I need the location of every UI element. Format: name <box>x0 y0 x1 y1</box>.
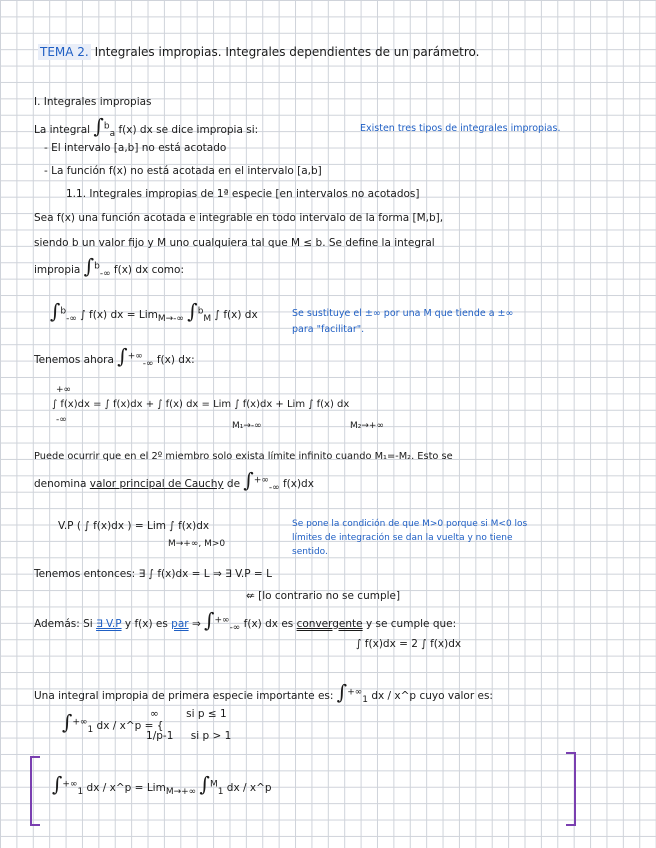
paragraph-line-3 <box>34 254 184 281</box>
integral-lower: -∞ <box>142 359 154 370</box>
bullet-function: - La función f(x) no está acotada en el intervalo [a,b] <box>44 165 322 177</box>
integral-sign: ∫ <box>52 772 63 796</box>
limit-operator: Lim <box>138 309 158 321</box>
integral-upper: +∞ <box>347 687 363 698</box>
convergente-term: convergente <box>296 618 363 630</box>
integral-sign: ∫ <box>62 710 73 734</box>
lhs-integral: ∫ f(x) dx <box>80 309 124 321</box>
tail-text: cuyo valor es: <box>419 690 493 702</box>
definition-text-a: La integral <box>34 124 91 136</box>
como-text: como: <box>151 264 184 276</box>
limit-lower: -∞ <box>56 415 67 425</box>
integral-upper: +∞ <box>72 717 88 728</box>
integral-upper: +∞ <box>214 615 230 626</box>
integral-upper: b <box>103 121 110 132</box>
integral-upper: +∞ <box>253 475 269 486</box>
case-1 <box>150 708 227 721</box>
types-note: Existen tres tipos de integrales impropias. <box>360 123 561 134</box>
integrand: dx / x^p <box>371 690 417 702</box>
integral-lower: M <box>203 314 212 325</box>
equals-sign: = <box>134 782 144 794</box>
framed-equation <box>52 772 272 799</box>
integrand: f(x) dx: <box>156 354 195 366</box>
definition-text-b: se dice impropia si: <box>156 124 259 136</box>
limit-operator: Lim <box>146 782 166 794</box>
case-1-condition: si p ≤ 1 <box>186 708 227 720</box>
tenemos-text: Tenemos ahora <box>34 354 114 366</box>
ademas-line <box>34 608 457 635</box>
cauchy-paragraph-2 <box>34 468 314 495</box>
limit-subscript: M→+∞ <box>165 787 197 798</box>
integral-sign: ∫ <box>117 344 128 368</box>
cauchy-term: valor principal de Cauchy <box>89 478 224 490</box>
important-text: Una integral impropia de primera especie importante es: <box>34 690 334 702</box>
ademas-label: Además: Si <box>34 618 93 630</box>
rhs-integral: ∫ f(x) dx <box>214 309 258 321</box>
es-text: es <box>155 618 168 630</box>
integral-lower: 1 <box>77 787 84 798</box>
integral-sign: ∫ <box>93 114 104 138</box>
equals-sign: = <box>126 309 136 321</box>
integrand: f(x) dx <box>118 124 153 136</box>
integral-lower: a <box>109 129 116 140</box>
lim2-subscript: M₂→+∞ <box>350 421 384 431</box>
integral-upper: M <box>209 779 218 790</box>
integral-lower: -∞ <box>268 483 280 494</box>
tenemos-entonces-line <box>34 568 272 581</box>
case-1-value: ∞ <box>150 708 159 720</box>
de-text: de <box>226 478 241 490</box>
limit-subscript: M→-∞ <box>157 314 184 325</box>
integral-upper: +∞ <box>62 779 78 790</box>
integral-upper: +∞ <box>127 351 143 362</box>
tenemos-entonces-text: Tenemos entonces: <box>34 568 136 580</box>
integral-lower: -∞ <box>99 269 111 280</box>
es2-text: es <box>281 618 294 630</box>
rhs-integrand: dx / x^p <box>226 782 272 794</box>
integral-lower: 1 <box>87 725 94 736</box>
integral-sign: ∫ <box>243 468 254 492</box>
case-2: 1/p-1 si p > 1 <box>146 730 232 742</box>
integral-sign: ∫ <box>204 608 215 632</box>
paragraph-line-1: Sea f(x) una función acotada e integrable en todo intervalo de la forma [M,b], <box>34 212 444 224</box>
vp-note-2: límites de integración se dan la vuelta y no tiene <box>292 533 513 543</box>
integral-sign: ∫ <box>50 299 61 323</box>
integral-sign: ∫ <box>336 680 348 704</box>
cauchy-paragraph-1: Puede ocurrir que en el 2º miembro solo exista límite infinito cuando M₁=-M₂. Esto se <box>34 451 453 462</box>
integral-sign: ∫ <box>83 254 95 278</box>
tenemos-line <box>34 344 195 371</box>
integrand: f(x) dx <box>113 264 149 276</box>
par-term: par <box>171 618 189 630</box>
converse-note: ⇍ [lo contrario no se cumple] <box>246 590 401 602</box>
limit-upper: +∞ <box>56 385 72 395</box>
case-2-numerator: 1 <box>146 730 153 742</box>
integral-sign: ∫ <box>199 772 210 796</box>
substitution-note-2: para "facilitar". <box>292 324 365 335</box>
integral-lower: 1 <box>217 787 224 798</box>
page-title <box>38 46 479 59</box>
case-2-condition: si p > 1 <box>190 730 232 742</box>
definition-line <box>34 114 259 141</box>
vp-note-3: sentido. <box>292 547 328 557</box>
substitution-note-1: Se sustituye el ±∞ por una M que tiende a ±∞ <box>292 308 514 319</box>
split-limits-1 <box>56 384 71 397</box>
equals-brace: = { <box>144 720 164 732</box>
denomina-text: denomina <box>34 478 87 490</box>
existence-statement: ∃ ∫ f(x)dx = L ⇒ ∃ V.P = L <box>138 568 272 580</box>
bullet-interval: - El intervalo [a,b] no está acotado <box>44 142 227 154</box>
equation-vp: V.P ( ∫ f(x)dx ) = Lim ∫ f(x)dx <box>58 520 210 532</box>
subsection-heading: 1.1. Integrales impropias de 1ª especie [en intervalos no acotados] <box>66 188 420 200</box>
integral-lower: -∞ <box>229 623 241 634</box>
right-bracket <box>566 752 576 826</box>
lhs-integrand: dx / x^p <box>96 720 142 732</box>
integrand: f(x)dx <box>282 478 314 490</box>
vp-limit-subscript: M→+∞, M>0 <box>168 539 226 549</box>
integrand: f(x) dx <box>243 618 278 630</box>
integral-upper: b <box>94 261 100 272</box>
lim1-subscript: M₁→-∞ <box>232 421 262 431</box>
split-equation-text: ∫ f(x)dx = ∫ f(x)dx + ∫ f(x) dx = Lim ∫ f(x)dx + Lim ∫ f(x) dx <box>52 399 350 410</box>
implies-arrow: ⇒ <box>191 618 201 630</box>
equation-limit-definition <box>50 299 258 326</box>
integral-upper: b <box>197 306 204 317</box>
title-text: Integrales impropias. Integrales dependientes de un parámetro. <box>94 45 480 59</box>
lhs-integrand: dx / x^p <box>86 782 132 794</box>
case-2-denominator: p-1 <box>156 730 174 742</box>
section-heading: I. Integrales impropias <box>34 96 152 108</box>
integral-lower: 1 <box>362 695 368 706</box>
vp-note-1: Se pone la condición de que M>0 porque si M<0 los <box>292 519 528 529</box>
important-integral-line <box>34 680 493 707</box>
paragraph-line-2: siendo b un valor fijo y M uno cualquiera tal que M ≤ b. Se define la integral <box>34 237 435 249</box>
y-fx-text: y f(x) <box>124 618 153 630</box>
vp-exists: ∃ V.P <box>96 618 122 630</box>
split-limits-1-lower <box>56 414 67 427</box>
integral-upper: b <box>60 306 67 317</box>
even-function-identity: ∫ f(x)dx = 2 ∫ f(x)dx <box>356 638 462 650</box>
integral-lower: -∞ <box>66 314 77 325</box>
equation-split <box>52 398 349 411</box>
title-prefix: TEMA 2. <box>40 45 89 59</box>
integral-sign: ∫ <box>187 299 198 323</box>
left-bracket <box>30 756 40 826</box>
impropia-text: impropia <box>34 264 81 276</box>
rest-text: y se cumple que: <box>365 618 457 630</box>
